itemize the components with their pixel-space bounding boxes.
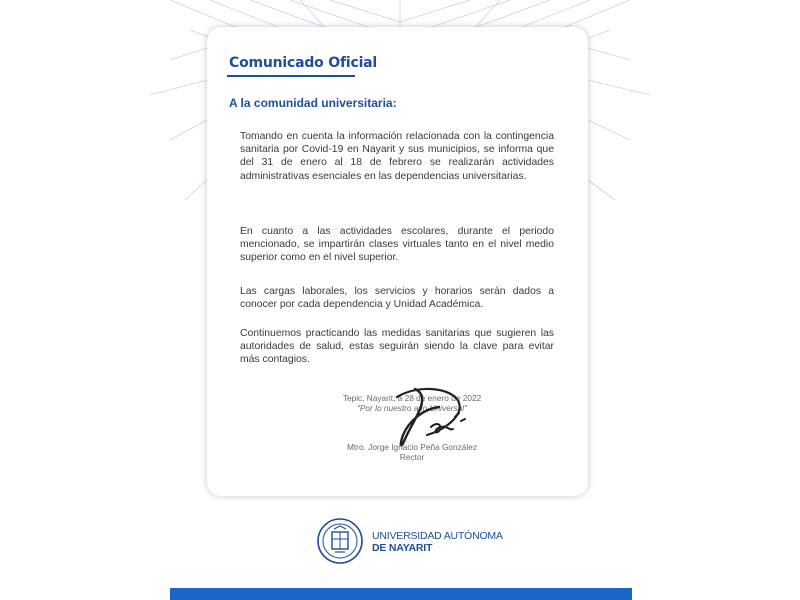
university-name-line1: UNIVERSIDAD AUTÓNOMA bbox=[372, 530, 503, 542]
paragraph-3: Las cargas laborales, los servicios y horarios serán dados a conocer por cada dependencia y Unidad Académica. bbox=[240, 286, 554, 311]
communique-card bbox=[207, 27, 588, 496]
university-name bbox=[372, 530, 503, 554]
handwritten-signature bbox=[387, 377, 477, 452]
university-name-line2: DE NAYARIT bbox=[372, 542, 433, 554]
paragraph-1: Tomando en cuenta la información relacionada con la contingencia sanitaria por Covid-19 en Nayarit y sus municipios, se informa que del 31 de enero al 18 de febrero se realizarán actividades administrativas esenciales en las dependencias universitarias. bbox=[240, 131, 554, 182]
bottom-accent-bar bbox=[170, 588, 632, 600]
signer bbox=[317, 442, 507, 462]
signer-role: Rector bbox=[399, 452, 425, 462]
motto: "Por lo nuestro a lo Universal" bbox=[356, 403, 468, 413]
place-date: Tepic, Nayarit; a 28 de enero de 2022 bbox=[342, 393, 482, 403]
university-seal-icon bbox=[316, 517, 364, 565]
title-underline bbox=[227, 75, 355, 77]
paragraph-2: En cuanto a las actividades escolares, durante el periodo mencionado, se impartirán clases virtuales tanto en el nivel medio superior como en el nivel superior. bbox=[240, 226, 554, 264]
greeting: A la comunidad universitaria: bbox=[229, 96, 397, 110]
signer-name: Mtro. Jorge Ignacio Peña González bbox=[346, 442, 478, 452]
document-title: Comunicado Oficial bbox=[229, 55, 378, 71]
paragraph-4: Continuemos practicando las medidas sanitarias que sugieren las autoridades de salud, estas seguirán siendo la clave para evitar más contagios. bbox=[240, 328, 554, 366]
